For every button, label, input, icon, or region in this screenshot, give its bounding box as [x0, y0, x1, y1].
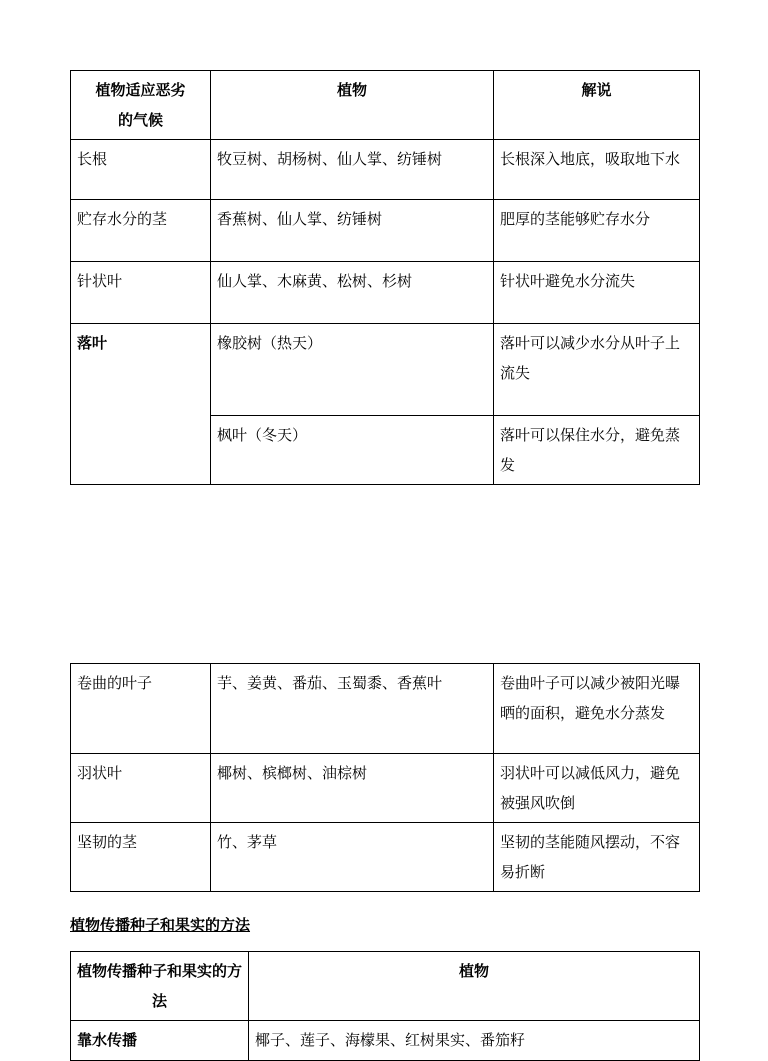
table-row — [71, 200, 700, 262]
table-row — [71, 664, 700, 754]
row-explanation: 落叶可以保住水分，避免蒸发 — [494, 416, 700, 485]
row-plants: 香蕉树、仙人掌、纺锤树 — [211, 200, 494, 262]
row-explanation: 落叶可以减少水分从叶子上流失 — [494, 324, 700, 416]
header-method: 植物传播种子和果实的方法 — [71, 952, 249, 1021]
row-plants: 仙人掌、木麻黄、松树、杉树 — [211, 262, 494, 324]
table-header-row — [71, 71, 700, 140]
row-explanation: 长根深入地底，吸取地下水 — [494, 140, 700, 200]
seed-dispersal-table — [70, 951, 700, 1061]
header-plants: 植物 — [249, 952, 700, 1021]
row-plants: 竹、茅草 — [211, 823, 494, 892]
header-plants: 植物 — [211, 71, 494, 140]
table-row — [71, 324, 700, 416]
table-row — [71, 262, 700, 324]
adaptation-table-2 — [70, 663, 700, 892]
table-row — [71, 823, 700, 892]
row-adaptation: 长根 — [71, 140, 211, 200]
row-explanation: 肥厚的茎能够贮存水分 — [494, 200, 700, 262]
row-plants: 牧豆树、胡杨树、仙人掌、纺锤树 — [211, 140, 494, 200]
row-adaptation: 贮存水分的茎 — [71, 200, 211, 262]
row-explanation: 针状叶避免水分流失 — [494, 262, 700, 324]
row-plants: 椰树、槟榔树、油棕树 — [211, 754, 494, 823]
row-adaptation: 卷曲的叶子 — [71, 664, 211, 754]
row-method: 靠水传播 — [71, 1021, 249, 1061]
section-heading: 植物传播种子和果实的方法 — [70, 916, 251, 934]
row-adaptation: 羽状叶 — [71, 754, 211, 823]
row-plants: 橡胶树（热天） — [211, 324, 494, 416]
table-row — [71, 140, 700, 200]
row-plants: 芋、姜黄、番茄、玉蜀黍、香蕉叶 — [211, 664, 494, 754]
row-explanation: 卷曲叶子可以减少被阳光曝晒的面积，避免水分蒸发 — [494, 664, 700, 754]
header-adaptation: 植物适应恶劣的气候 — [71, 71, 211, 140]
row-plants: 枫叶（冬天） — [211, 416, 494, 485]
row-adaptation: 针状叶 — [71, 262, 211, 324]
row-explanation: 羽状叶可以减低风力，避免被强风吹倒 — [494, 754, 700, 823]
header-explanation: 解说 — [494, 71, 700, 140]
row-adaptation: 落叶 — [71, 324, 211, 485]
table-row — [71, 754, 700, 823]
row-explanation: 坚韧的茎能随风摆动，不容易折断 — [494, 823, 700, 892]
adaptation-table-1 — [70, 70, 700, 485]
row-plants: 椰子、莲子、海檬果、红树果实、番笳籽 — [249, 1021, 700, 1061]
row-adaptation: 坚韧的茎 — [71, 823, 211, 892]
table-header-row — [71, 952, 700, 1021]
table-row — [71, 1021, 700, 1061]
